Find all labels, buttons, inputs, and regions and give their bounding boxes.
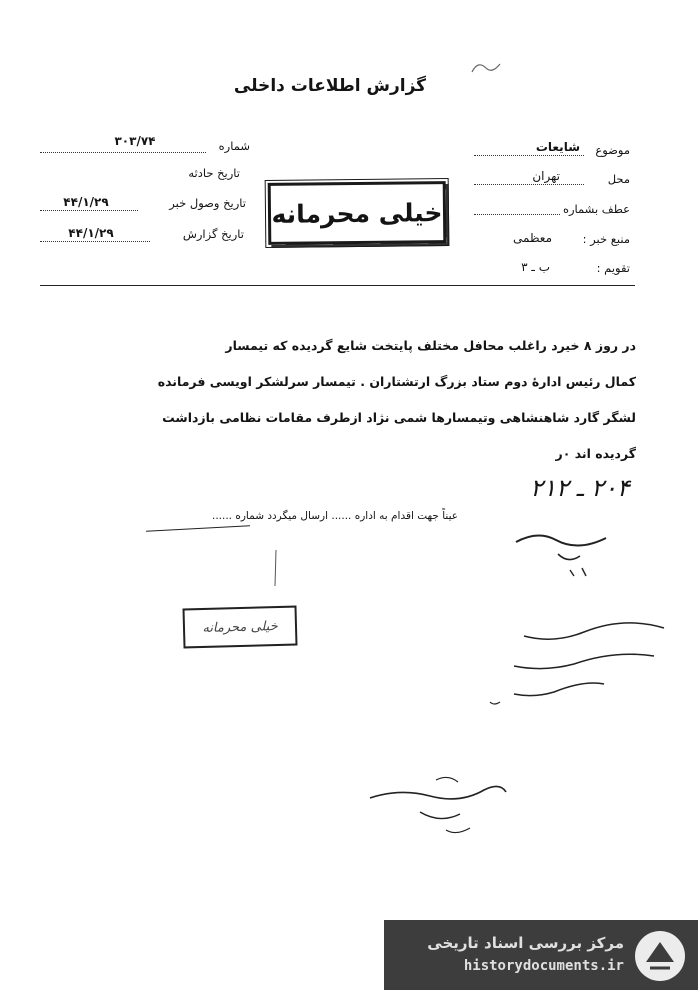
watermark-org-name: مرکز بررسی اسناد تاریخی [427, 934, 624, 952]
signature [360, 770, 510, 840]
body-line: گردیده اند ۰ر [555, 446, 636, 461]
number-line [40, 152, 206, 153]
place-value: تهران [532, 169, 560, 183]
reference-label: عطف بشماره [562, 202, 630, 216]
header-divider [40, 285, 635, 286]
watermark-banner [384, 920, 698, 990]
handwritten-file-number: ۲۰۴ ـ ۲۱۲ [530, 474, 630, 502]
report-date-label: تاریخ گزارش [182, 227, 244, 241]
report-title: گزارش اطلاعات داخلی [233, 76, 427, 96]
archive-logo-icon [632, 928, 688, 984]
rating-value: ب ـ ۳ [521, 260, 550, 274]
receipt-date-label: تاریخ وصول خبر [169, 196, 246, 210]
number-label: شماره [218, 139, 250, 153]
stamp2-text: خیلی محرمانه [202, 618, 278, 636]
body-line: لشگر گارد شاهنشاهی وتیمسارها شمی نژاد ازطرف مقامات نظامی بازداشت [162, 410, 636, 425]
place-label: محل [607, 172, 630, 186]
subject-value: شایعات [535, 140, 580, 154]
source-label: منبع خبر : [582, 232, 630, 246]
report-date-line [40, 241, 150, 242]
receipt-date-value: ۴۴/۱/۲۹ [63, 195, 109, 209]
stamp-text: خیلی محرمانه [271, 197, 443, 229]
receipt-date-line [40, 210, 138, 211]
vertical-scribble [264, 548, 288, 588]
forward-strike [146, 525, 250, 531]
handwritten-initials [508, 520, 618, 582]
number-value: ۳۰۳/۷۴ [114, 134, 156, 148]
secondary-stamp [182, 606, 297, 649]
body-line: کمال رئیس ادارهٔ دوم ستاد بزرگ ارتشتاران . تیمسار سرلشکر اویسی فرمانده [157, 374, 636, 389]
top-secret-stamp [268, 181, 447, 245]
forward-note: عیناً جهت اقدام به اداره ...... ارسال میگردد شماره ...... [211, 510, 459, 522]
watermark-url: historydocuments.ir [463, 958, 624, 974]
subject-line [474, 155, 584, 156]
corner-scribble [468, 58, 508, 82]
rating-label: تقویم : [596, 261, 630, 275]
place-line [474, 184, 584, 185]
body-line: در روز ۸ خیرد راغلب محافل مختلف پایتخت شایع گردیده که تیمسار [225, 338, 636, 353]
reference-line [474, 214, 560, 215]
incident-date-label: تاریخ حادثه [188, 166, 240, 180]
source-value: معظمی [513, 231, 552, 245]
handwritten-annotation [484, 610, 674, 710]
report-date-value: ۴۴/۱/۲۹ [68, 226, 114, 240]
subject-label: موضوع [595, 143, 630, 157]
